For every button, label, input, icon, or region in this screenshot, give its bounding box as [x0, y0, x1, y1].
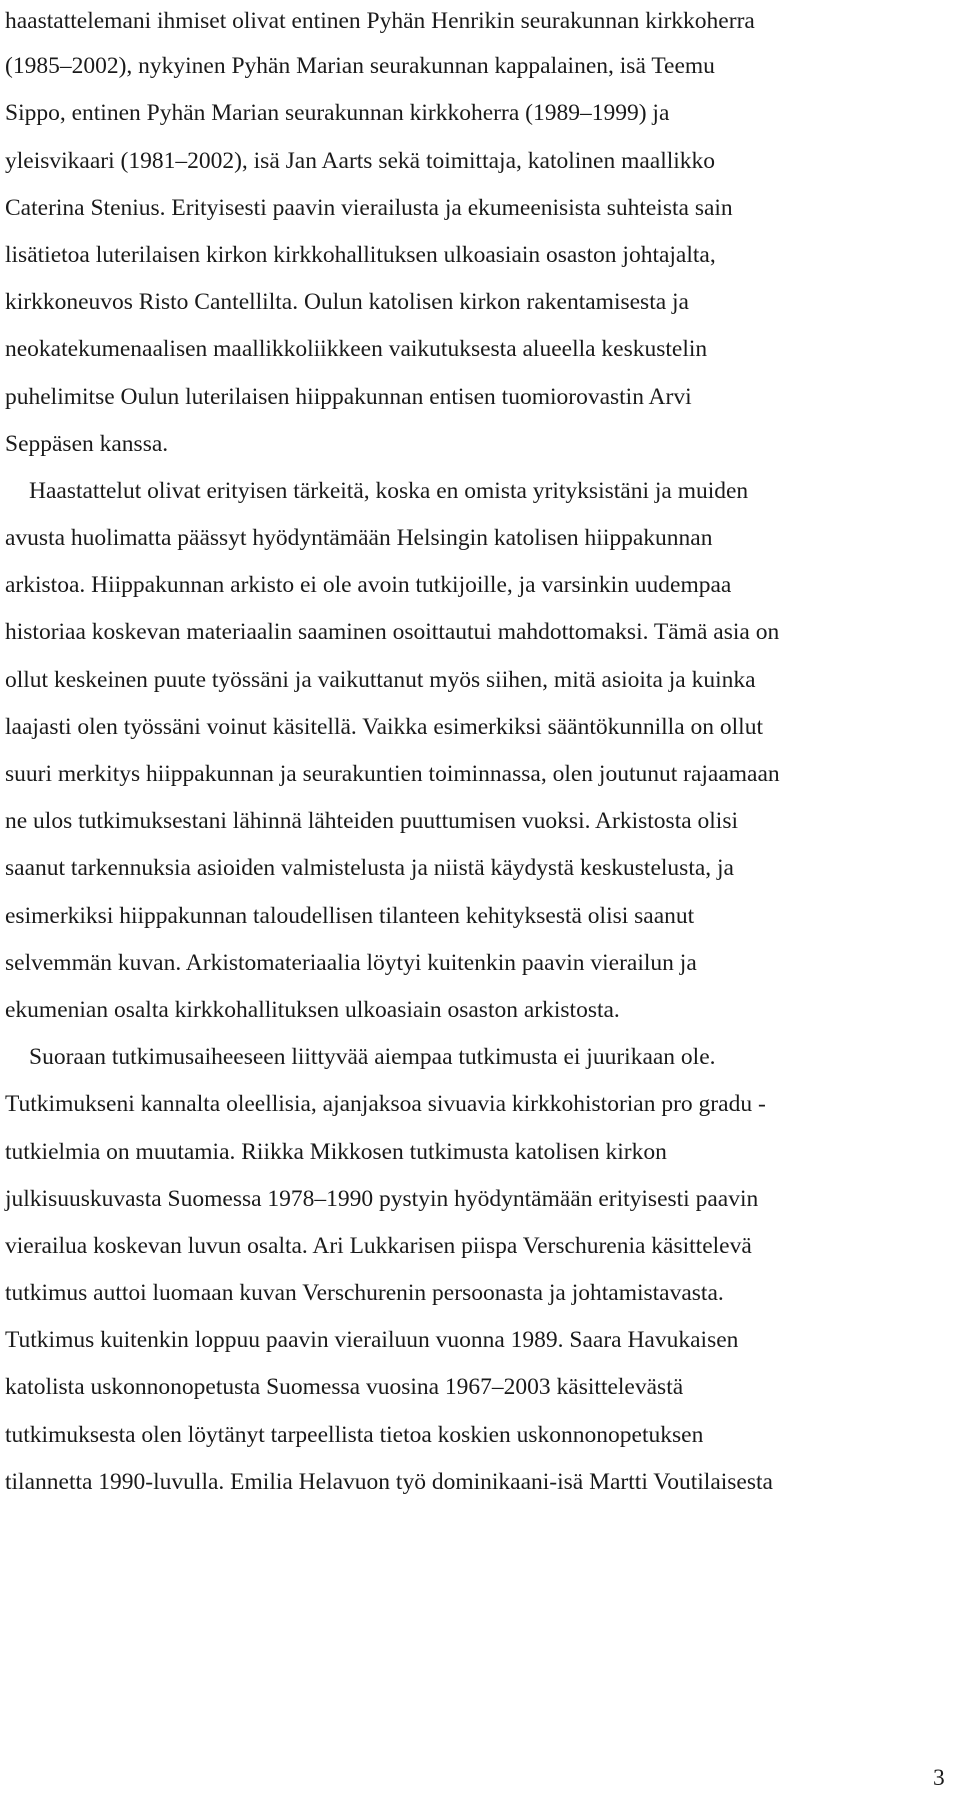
text-line: Sippo, entinen Pyhän Marian seurakunnan kirkkoherra (1989–1999) ja: [5, 100, 670, 127]
text-line: Haastattelut olivat erityisen tärkeitä, koska en omista yrityksistäni ja muiden: [29, 477, 749, 504]
text-line: puhelimitse Oulun luterilaisen hiippakunnan entisen tuomiorovastin Arvi: [5, 383, 692, 410]
text-line: yleisvikaari (1981–2002), isä Jan Aarts sekä toimittaja, katolinen maallikko: [5, 147, 716, 174]
text-line: saanut tarkennuksia asioiden valmistelusta ja niistä käydystä keskustelusta, ja: [5, 855, 734, 882]
text-line: arkistoa. Hiippakunnan arkisto ei ole avoin tutkijoille, ja varsinkin uudempaa: [5, 572, 732, 599]
text-line: suuri merkitys hiippakunnan ja seurakuntien toiminnassa, olen joutunut rajaamaan: [5, 761, 780, 787]
text-line: tutkimuksesta olen löytänyt tarpeellista tietoa koskien uskonnonopetuksen: [5, 1421, 704, 1448]
text-line: selvemmän kuvan. Arkistomateriaalia löytyi kuitenkin paavin vierailun ja: [5, 949, 697, 976]
page-number: 3: [933, 1765, 945, 1791]
text-line: haastattelemani ihmiset olivat entinen Pyhän Henrikin seurakunnan kirkkoherra: [5, 8, 755, 34]
text-line: ekumenian osalta kirkkohallituksen ulkoasiain osaston arkistosta.: [5, 996, 620, 1023]
body-text: [5, 0, 950, 1506]
text-line: vierailua koskevan luvun osalta. Ari Lukkarisen piispa Verschurenia käsittelevä: [5, 1232, 752, 1259]
text-line: (1985–2002), nykyinen Pyhän Marian seurakunnan kappalainen, isä Teemu: [5, 53, 715, 80]
text-line: ollut keskeinen puute työssäni ja vaikuttanut myös siihen, mitä asioita ja kuinka: [5, 666, 756, 693]
text-line: historiaa koskevan materiaalin saaminen osoittautui mahdottomaksi. Tämä asia on: [5, 619, 780, 646]
text-line: tutkimus auttoi luomaan kuvan Verschurenin persoonasta ja johtamistavasta.: [5, 1280, 724, 1307]
text-line: Seppäsen kanssa.: [5, 430, 169, 457]
text-line: lisätietoa luterilaisen kirkon kirkkohallituksen ulkoasiain osaston johtajalta,: [5, 241, 716, 268]
text-line: Tutkimus kuitenkin loppuu paavin vierailuun vuonna 1989. Saara Havukaisen: [5, 1327, 739, 1354]
text-line: tutkielmia on muutamia. Riikka Mikkosen tutkimusta katolisen kirkon: [5, 1138, 667, 1165]
text-line: esimerkiksi hiippakunnan taloudellisen tilanteen kehityksestä olisi saanut: [5, 902, 695, 929]
text-line: julkisuuskuvasta Suomessa 1978–1990 pystyin hyödyntämään erityisesti paavin: [5, 1185, 759, 1212]
text-line: katolista uskonnonopetusta Suomessa vuosina 1967–2003 käsittelevästä: [5, 1374, 684, 1401]
text-line: tilannetta 1990-luvulla. Emilia Helavuon työ dominikaani-isä Martti Voutilaisesta: [5, 1468, 773, 1495]
text-line: avusta huolimatta päässyt hyödyntämään Helsingin katolisen hiippakunnan: [5, 525, 713, 552]
text-line: Caterina Stenius. Erityisesti paavin vierailusta ja ekumeenisista suhteista sain: [5, 194, 733, 221]
text-line: ne ulos tutkimuksestani lähinnä lähteiden puuttumisen vuoksi. Arkistosta olisi: [5, 808, 739, 835]
text-line: Suoraan tutkimusaiheeseen liittyvää aiempaa tutkimusta ei juurikaan ole.: [29, 1044, 716, 1071]
text-line: laajasti olen työssäni voinut käsitellä. Vaikka esimerkiksi sääntökunnilla on ollut: [5, 713, 763, 740]
text-line: neokatekumenaalisen maallikkoliikkeen vaikutuksesta alueella keskustelin: [5, 336, 708, 363]
text-line: kirkkoneuvos Risto Cantellilta. Oulun katolisen kirkon rakentamisesta ja: [5, 289, 689, 316]
text-line: Tutkimukseni kannalta oleellisia, ajanjaksoa sivuavia kirkkohistorian pro gradu -: [5, 1091, 766, 1118]
